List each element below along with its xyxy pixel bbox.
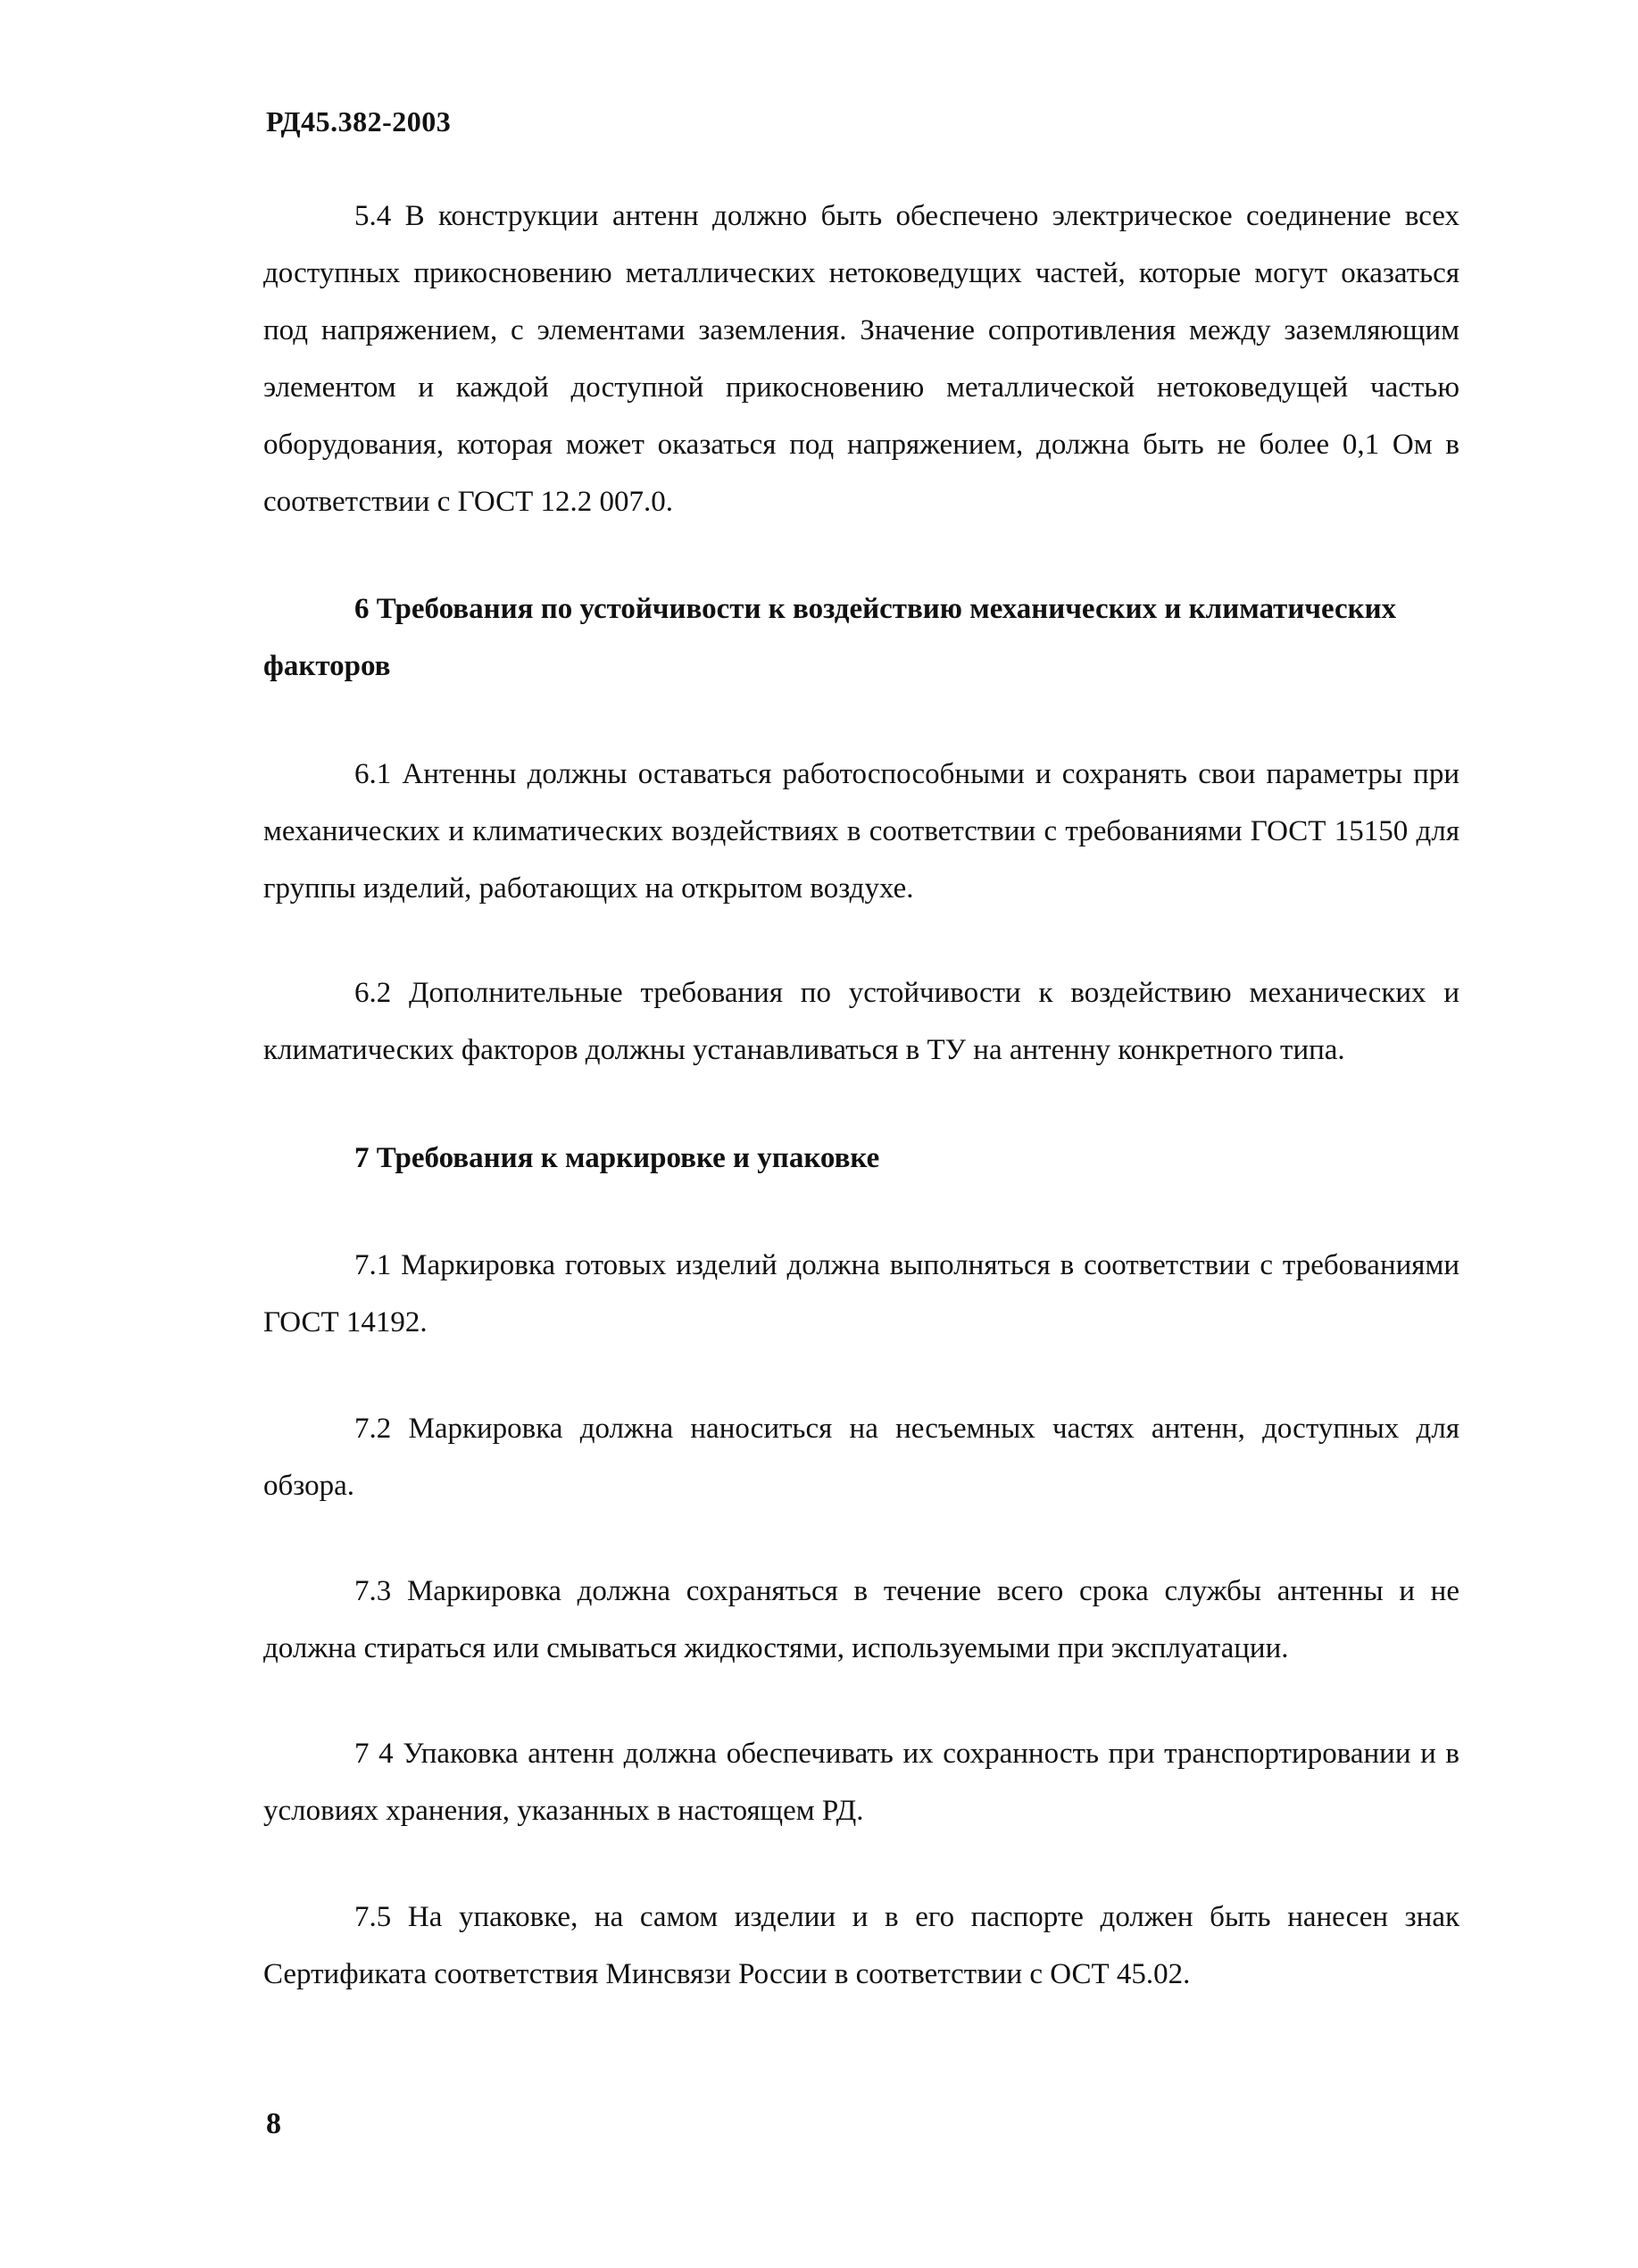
page-number: 8 [266, 2107, 281, 2140]
paragraph-7-5: 7.5 На упаковке, на самом изделии и в его паспорте должен быть нанесен знак Сертификата соответствия Минсвязи России в соответствии с ОСТ 45.02. [263, 1901, 1459, 1990]
paragraph-6-2: 6.2 Дополнительные требования по устойчивости к воздействию механических и климатических факторов должны устанавливаться в ТУ на антенну конкретного типа. [263, 977, 1459, 1066]
document-code: РД45.382-2003 [266, 105, 452, 138]
paragraph-5-4: 5.4 В конструкции антенн должно быть обеспечено электрическое соединение всех доступных прикосновению металлических нетоковедущих частей, которые могут оказаться под напряжением, с элементами заземления. Значение сопротивления между заземляющим элементом и каждой доступной прикосновению металлической нетоковедущей частью оборудования, которая может оказаться под напряжением, должна быть не более 0,1 Ом в соответствии с ГОСТ 12.2 007.0. [263, 200, 1459, 518]
paragraph-7-2: 7.2 Маркировка должна наноситься на несъемных частях антенн, доступных для обзора. [263, 1413, 1459, 1502]
paragraph-7-3: 7.3 Маркировка должна сохраняться в течение всего срока службы антенны и не должна стираться или смываться жидкостями, используемыми при эксплуатации. [263, 1575, 1459, 1664]
section-heading-6: 6 Требования по устойчивости к воздействию механических и климатических факторов [263, 593, 1397, 682]
paragraph-7-4: 7 4 Упаковка антенн должна обеспечивать их сохранность при транспортировании и в условиях хранения, указанных в настоящем РД. [263, 1738, 1459, 1827]
paragraph-7-1: 7.1 Маркировка готовых изделий должна выполняться в соответствии с требованиями ГОСТ 14192. [263, 1249, 1459, 1338]
paragraph-6-1: 6.1 Антенны должны оставаться работоспособными и сохранять свои параметры при механических и климатических воздействиях в соответствии с требованиями ГОСТ 15150 для группы изделий, работающих на открытом воздухе. [263, 758, 1459, 905]
section-heading-7: 7 Требования к маркировке и упаковке [354, 1142, 880, 1174]
